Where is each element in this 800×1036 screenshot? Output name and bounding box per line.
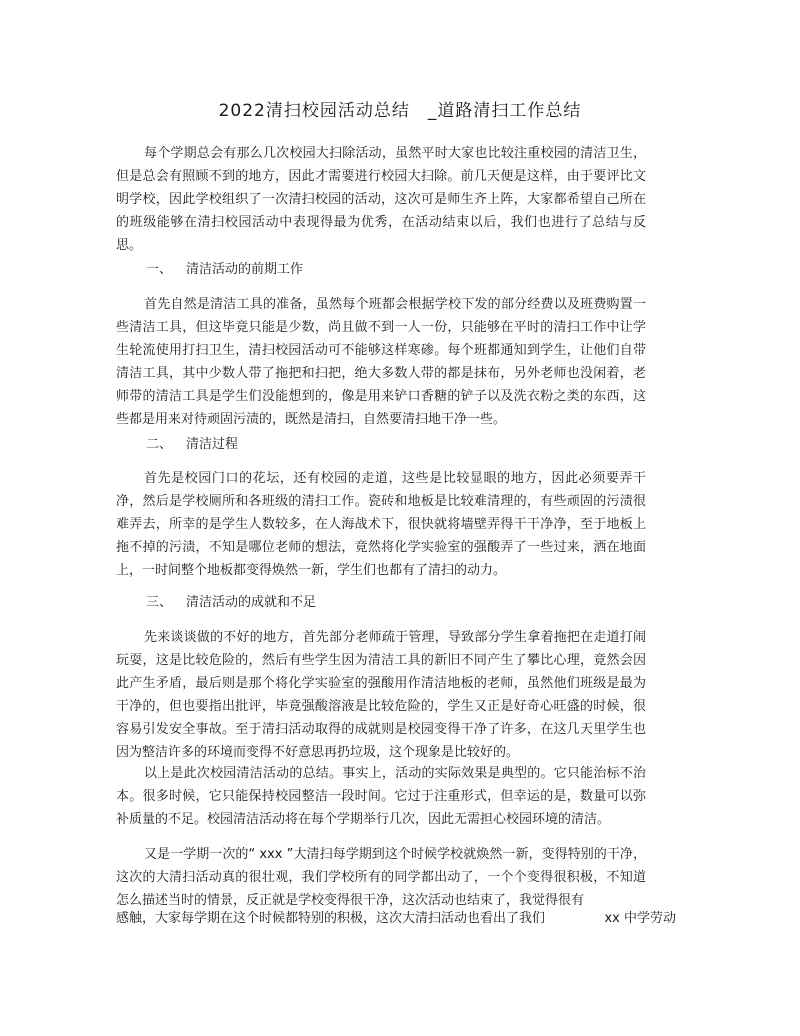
section-2-heading [146, 433, 238, 456]
section-3-title: 清洁活动的成就和不足 [186, 595, 317, 610]
final-paragraph: 又是一学期一次的“ xxx ”大清扫每学期到这个时候学校就焕然一新，变得特别的干净，这次的大清扫活动真的很壮观，我们学校所有的同学都出动了，一个个变得很积极，不知道怎么描述当时的情景，反正就是学校变得很干净，这次活动也结束了，我觉得很有 [116, 847, 646, 908]
section-3-heading [146, 591, 316, 614]
section-1-heading [146, 258, 303, 281]
section-3-number: 三、 [146, 595, 173, 610]
section-1-number: 一、 [146, 262, 173, 277]
section-3-body: 先来谈谈做的不好的地方，首先部分老师疏于管理，导致部分学生拿着拖把在走道打闹玩耍，这是比较危险的，然后有些学生因为清洁工具的新旧不同产生了攀比心理，竟然会因此产生矛盾，最后则是那个将化学实验室的强酸用作清洁地板的老师，虽然他们班级是最为干净的，但也要指出批评，毕竟强酸溶液是比较危险的，学生又正是好奇心旺盛的时候，很容易引发安全事故。至于清扫活动取得的成就则是校园变得干净了许多，在这几天里学生也因为整洁许多的环境而变得不好意思再扔垃圾，这个现象是比较好的。 [116, 630, 646, 760]
section-2-title: 清洁过程 [186, 437, 239, 452]
section-1-body: 首先自然是清洁工具的准备，虽然每个班都会根据学校下发的部分经费以及班费购置一些清洁工具，但这毕竟只能是少数，尚且做不到一人一份，只能够在平时的清扫工作中让学生轮流使用打扫卫生，清扫校园活动可不能够这样寒碜。每个班都通知到学生，让他们自带清洁工具，其中少数人带了拖把和扫把，绝大多数人带的都是抹布，另外老师也没闲着，老师带的清洁工具是学生们没能想到的，像是用来铲口香糖的铲子以及洗衣粉之类的东西，这些都是用来对待顽固污渍的，既然是清扫，自然要清扫地干净一些。 [116, 297, 646, 427]
final-line [116, 907, 676, 930]
summary-paragraph: 以上是此次校园清洁活动的总结。事实上，活动的实际效果是典型的。它只能治标不治本。很多时候，它只能保持校园整洁一段时间。它过于注重形式，但幸运的是，数量可以弥补质量的不足。校园清洁活动将在每个学期举行几次，因此无需担心校园环境的清洁。 [116, 766, 646, 827]
final-line-left: 感触，大家每学期在这个时候都特别的积极，这次大清扫活动也看出了我们 [116, 911, 546, 926]
final-line-right: xx 中学劳动 [604, 911, 676, 926]
section-2-number: 二、 [146, 437, 173, 452]
intro-paragraph: 每个学期总会有那么几次校园大扫除活动，虽然平时大家也比较注重校园的清洁卫生，但是总会有照顾不到的地方，因此才需要进行校园大扫除。前几天便是这样，由于要评比文明学校，因此学校组织了一次清扫校园的活动，这次可是师生齐上阵，大家都希望自己所在的班级能够在清扫校园活动中表现得最为优秀，在活动结束以后，我们也进行了总结与反思。 [116, 146, 646, 253]
section-1-title: 清洁活动的前期工作 [186, 262, 304, 277]
document-title: 2022清扫校园活动总结 _道路清扫工作总结 [218, 101, 582, 121]
section-2-body: 首先是校园门口的花坛，还有校园的走道，这些是比较显眼的地方，因此必须要弄干净，然后是学校厕所和各班级的清扫工作。瓷砖和地板是比较难清理的，有些顽固的污渍很难弄去，所幸的是学生人数较多，在人海战术下，很快就将墙壁弄得干干净净，至于地板上拖不掉的污渍，不知是哪位老师的想法，竟然将化学实验室的强酸弄了一些过来，洒在地面上，一时间整个地板都变得焕然一新，学生们也都有了清扫的动力。 [116, 471, 646, 578]
